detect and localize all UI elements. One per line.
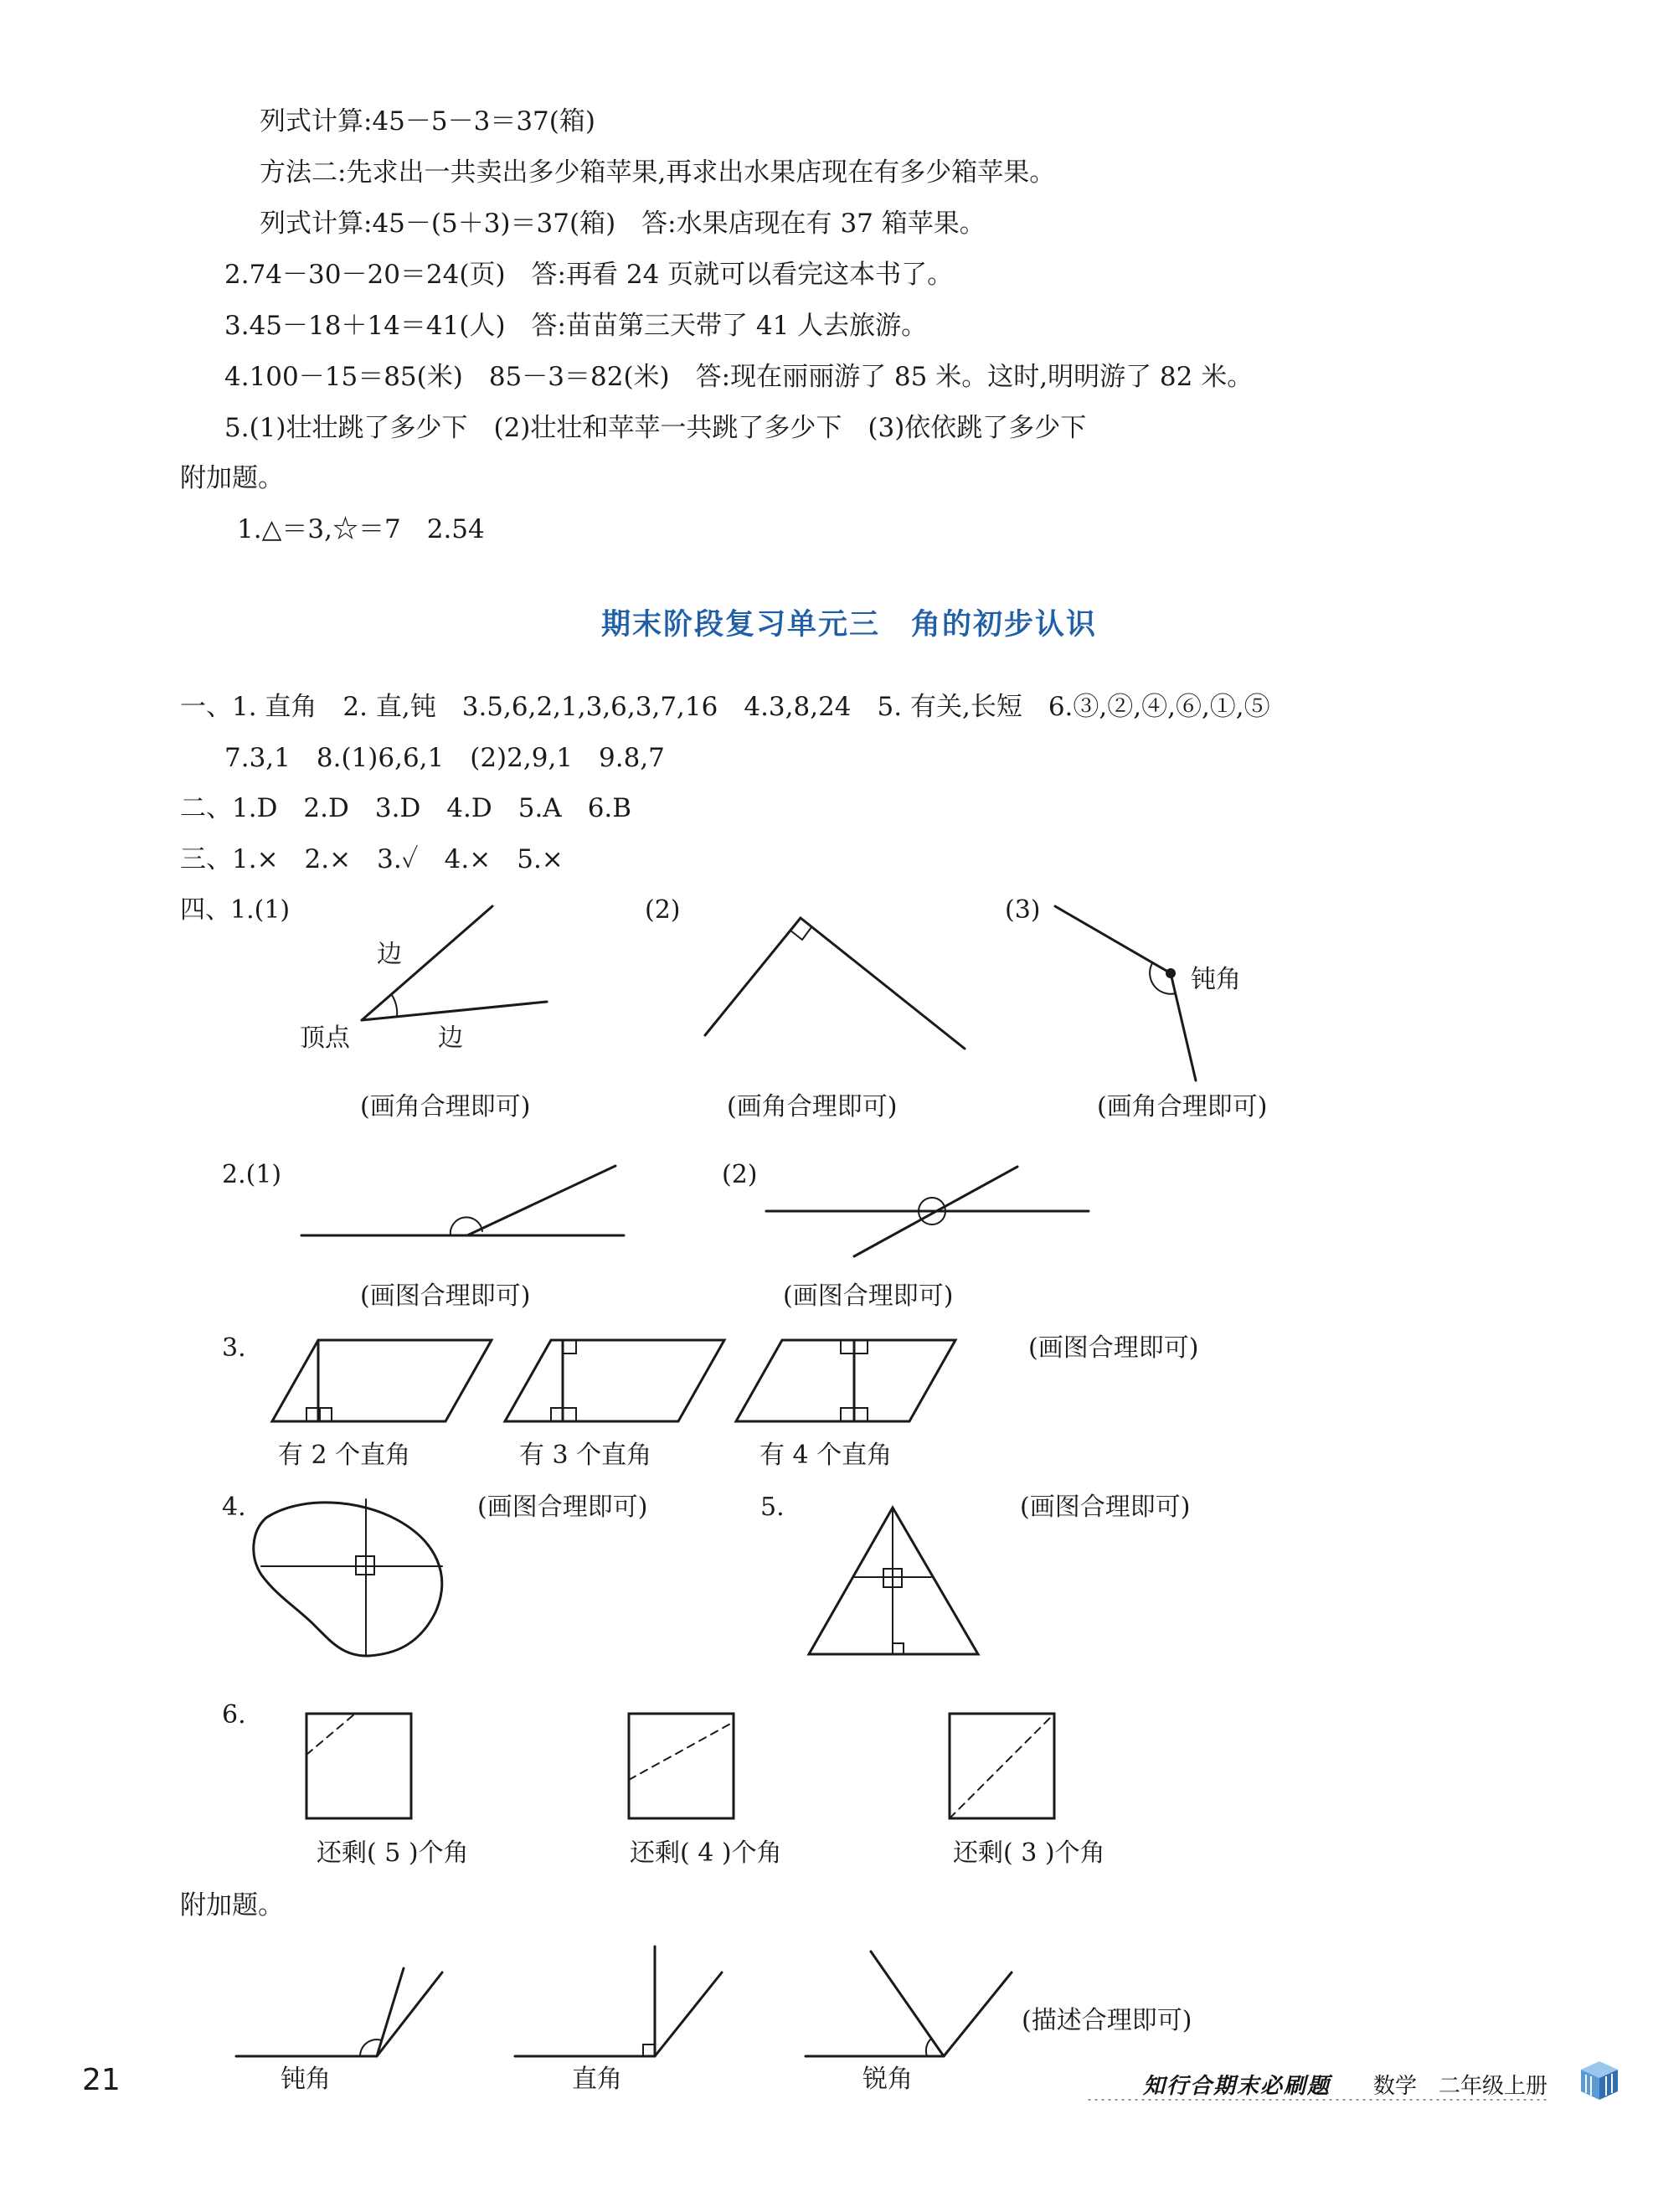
extra-heading-2: 附加题。 [180,1890,284,1921]
q4-label: 4. [222,1493,246,1522]
edge-label-bottom: 边 [438,1024,463,1053]
q6-square-3 [950,1714,1054,1818]
q2-angle-1 [301,1166,624,1235]
q1-angle-3 [1055,906,1196,1080]
reasonable-angle-1: (画角合理即可) [360,1092,531,1121]
extra-acute-angle [806,1952,1012,2056]
solution-line-6: 4.100－15＝85(米) 85－3＝82(米) 答:现在丽丽游了 85 米。这时,明明游了 82 米。 [224,362,1254,392]
reasonable-fig-q2-1: (画图合理即可) [360,1281,531,1311]
q3-parallelogram-1 [272,1340,492,1421]
q6-square-2 [629,1714,734,1818]
book-logo-icon [1576,2056,1623,2103]
q1-part3-label: (3) [1005,895,1041,925]
remaining-5-angles: 还剩( 5 )个角 [317,1838,469,1868]
answer-line-4: 三、1.× 2.× 3.✓ 4.× 5.× [180,844,564,874]
remaining-3-angles: 还剩( 3 )个角 [953,1838,1105,1868]
solution-line-2: 方法二:先求出一共卖出多少箱苹果,再求出水果店现在有多少箱苹果。 [260,157,1056,188]
unit-title: 期末阶段复习单元三 角的初步认识 [601,607,1098,642]
extra-right-angle [515,1946,722,2056]
acute-angle-label: 锐角 [862,2065,913,2094]
reasonable-fig-q4: (画图合理即可) [477,1493,648,1522]
q5-label: 5. [760,1493,785,1522]
q2-part2-label: (2) [722,1160,758,1189]
solution-line-1: 列式计算:45－5－3＝37(箱) [260,106,595,137]
q1-part2-label: (2) [645,895,681,925]
solution-line-5: 3.45－18＋14＝41(人) 答:苗苗第三天带了 41 人去旅游。 [224,311,928,341]
q4-folded-shape [254,1499,442,1656]
answer-line-2: 7.3,1 8.(1)6,6,1 (2)2,9,1 9.8,7 [224,743,665,773]
section-4-q1-label: 四、1.(1) [180,895,291,925]
has-4-right-angles: 有 4 个直角 [759,1441,893,1470]
obtuse-label-q1: 钝角 [1191,965,1241,994]
reasonable-fig-q3: (画图合理即可) [1028,1333,1199,1363]
right-angle-label: 直角 [572,2065,622,2094]
solution-line-3: 列式计算:45－(5＋3)＝37(箱) 答:水果店现在有 37 箱苹果。 [260,209,986,239]
q2-part1-label: 2.(1) [222,1160,282,1189]
reasonable-angle-2: (画角合理即可) [727,1092,898,1121]
remaining-4-angles: 还剩( 4 )个角 [630,1838,782,1868]
reasonable-fig-q2-2: (画图合理即可) [783,1281,954,1311]
extra-answer: 1.△＝3,☆＝7 2.54 [237,514,485,544]
reasonable-desc: (描述合理即可) [1022,2006,1192,2035]
grade-label: 二年级上册 [1439,2074,1548,2099]
obtuse-angle-label: 钝角 [281,2065,331,2094]
has-3-right-angles: 有 3 个直角 [519,1441,652,1470]
subject-label: 数学 [1373,2074,1418,2099]
solution-line-7: 5.(1)壮壮跳了多少下 (2)壮壮和苹苹一共跳了多少下 (3)依依跳了多少下 [224,413,1087,443]
reasonable-fig-q5: (画图合理即可) [1020,1493,1191,1522]
reasonable-angle-3: (画角合理即可) [1097,1092,1268,1121]
vertex-label: 顶点 [300,1024,350,1053]
q6-square-1 [306,1714,411,1818]
q1-angle-1 [362,906,547,1020]
q6-label: 6. [222,1700,246,1730]
page-number: 21 [82,2063,121,2097]
q3-parallelogram-3 [736,1340,955,1421]
book-brand: 知行合期末必刷题 [1143,2074,1331,2099]
q1-angle-2 [705,918,965,1049]
q3-parallelogram-2 [505,1340,724,1421]
q2-angle-2 [766,1167,1089,1256]
q5-triangle [809,1508,978,1654]
answer-line-3: 二、1.D 2.D 3.D 4.D 5.A 6.B [180,793,632,823]
q3-label: 3. [222,1333,246,1363]
edge-label-top: 边 [377,940,402,969]
vertex-dot-icon [1166,968,1176,978]
extra-obtuse-angle [236,1968,442,2056]
answer-line-1: 一、1. 直角 2. 直,钝 3.5,6,2,1,3,6,3,7,16 4.3,8,24 5. 有关,长短 6.③,②,④,⑥,①,⑤ [180,692,1270,722]
solution-line-4: 2.74－30－20＝24(页) 答:再看 24 页就可以看完这本书了。 [224,260,954,290]
extra-heading: 附加题。 [180,463,284,493]
has-2-right-angles: 有 2 个直角 [278,1441,411,1470]
